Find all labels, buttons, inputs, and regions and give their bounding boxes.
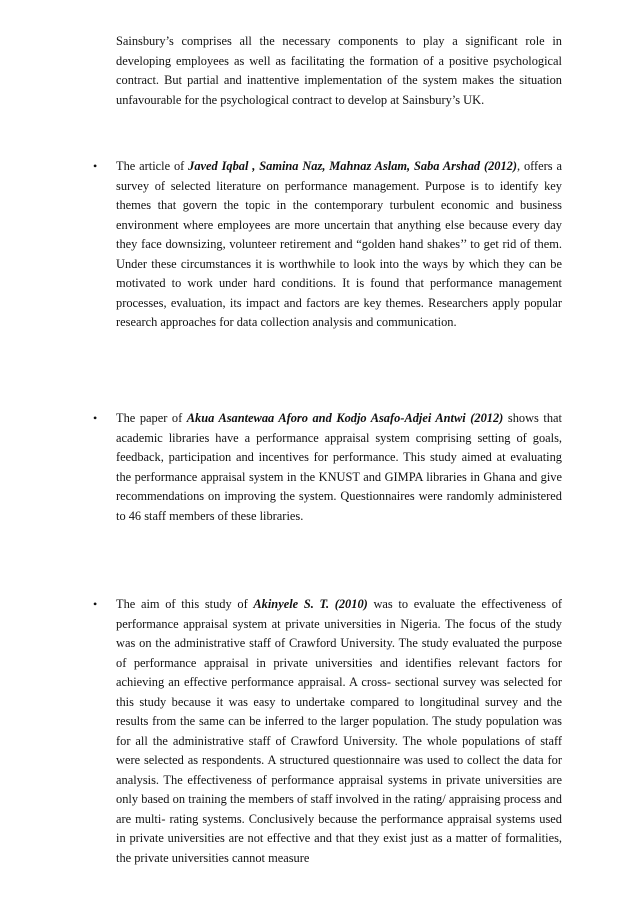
item-citation: Javed Iqbal , Samina Naz, Mahnaz Aslam, Saba Arshad (2012) (188, 159, 517, 173)
item-body-text: was to evaluate the effectiveness of performance appraisal system at private universities in Nigeria. The focus of the study was on the administrative staff of Crawford University. The study evaluated the purpose of performance appraisal in private universities and identifies relevant factors for achieving an effective performance appraisal. A cross- sectional survey was selected for this study because it was easy to undertake compared to longitudinal survey and the results from the same can be inferred to the larger population. The study population was for all the administrative staff of Crawford University. The whole populations of staff were selected as respondents. A structured questionnaire was used to collect the data for analysis. The effectiveness of performance appraisal systems in private universities are only based on training the members of staff involved in the rating/ appraising process and are multi- rating systems. Conclusively because the performance appraisal systems used in private universities are not effective and that they exist just as a matter of formalities, the private universities cannot measure (116, 597, 563, 865)
item-lead-text: The article of (116, 159, 189, 173)
item-citation: Akua Asantewaa Aforo and Kodjo Asafo-Adjei Antwi (2012) (186, 411, 504, 425)
bullet-icon: • (93, 597, 98, 611)
bullet-icon: • (93, 159, 98, 173)
intro-paragraph: Sainsbury’s comprises all the necessary components to play a significant role in developing employees as well as facilitating the formation of a positive psychological contract. But partial and inattentive implementation of the system makes the situation unfavourable for the psychological contract to develop at Sainsbury’s UK. (116, 34, 562, 107)
item-lead-text: The paper of (116, 411, 187, 425)
item-citation: Akinyele S. T. (2010) (253, 597, 368, 611)
item-body-text: , offers a survey of selected literature on performance management. Purpose is to identify key themes that govern the topic in the contemporary turbulent economic and business environment where employees are more uncertain that anything else because every day they face downsizing, volunteer retirement and “golden hand shakes’’ to get rid of them. Under these circumstances it is worthwhile to look into the ways by which they can be motivated to work under hard conditions. It is found that performance management processes, evaluation, its impact and factors are key themes. Researchers apply popular research approaches for data collection analysis and communication. (116, 159, 562, 329)
literature-item-3 (116, 595, 562, 868)
item-body-text: shows that academic libraries have a performance appraisal system comprising setting of goals, feedback, participation and incentives for performance. This study aimed at evaluating the performance appraisal system in the KNUST and GIMPA libraries in Ghana and give recommendations on improving the system. Questionnaires were randomly administered to 46 staff members of these libraries. (116, 411, 563, 523)
literature-item-2 (116, 409, 562, 526)
bullet-icon: • (93, 411, 98, 425)
item-lead-text: The aim of this study of (116, 597, 254, 611)
literature-item-1 (116, 157, 562, 333)
